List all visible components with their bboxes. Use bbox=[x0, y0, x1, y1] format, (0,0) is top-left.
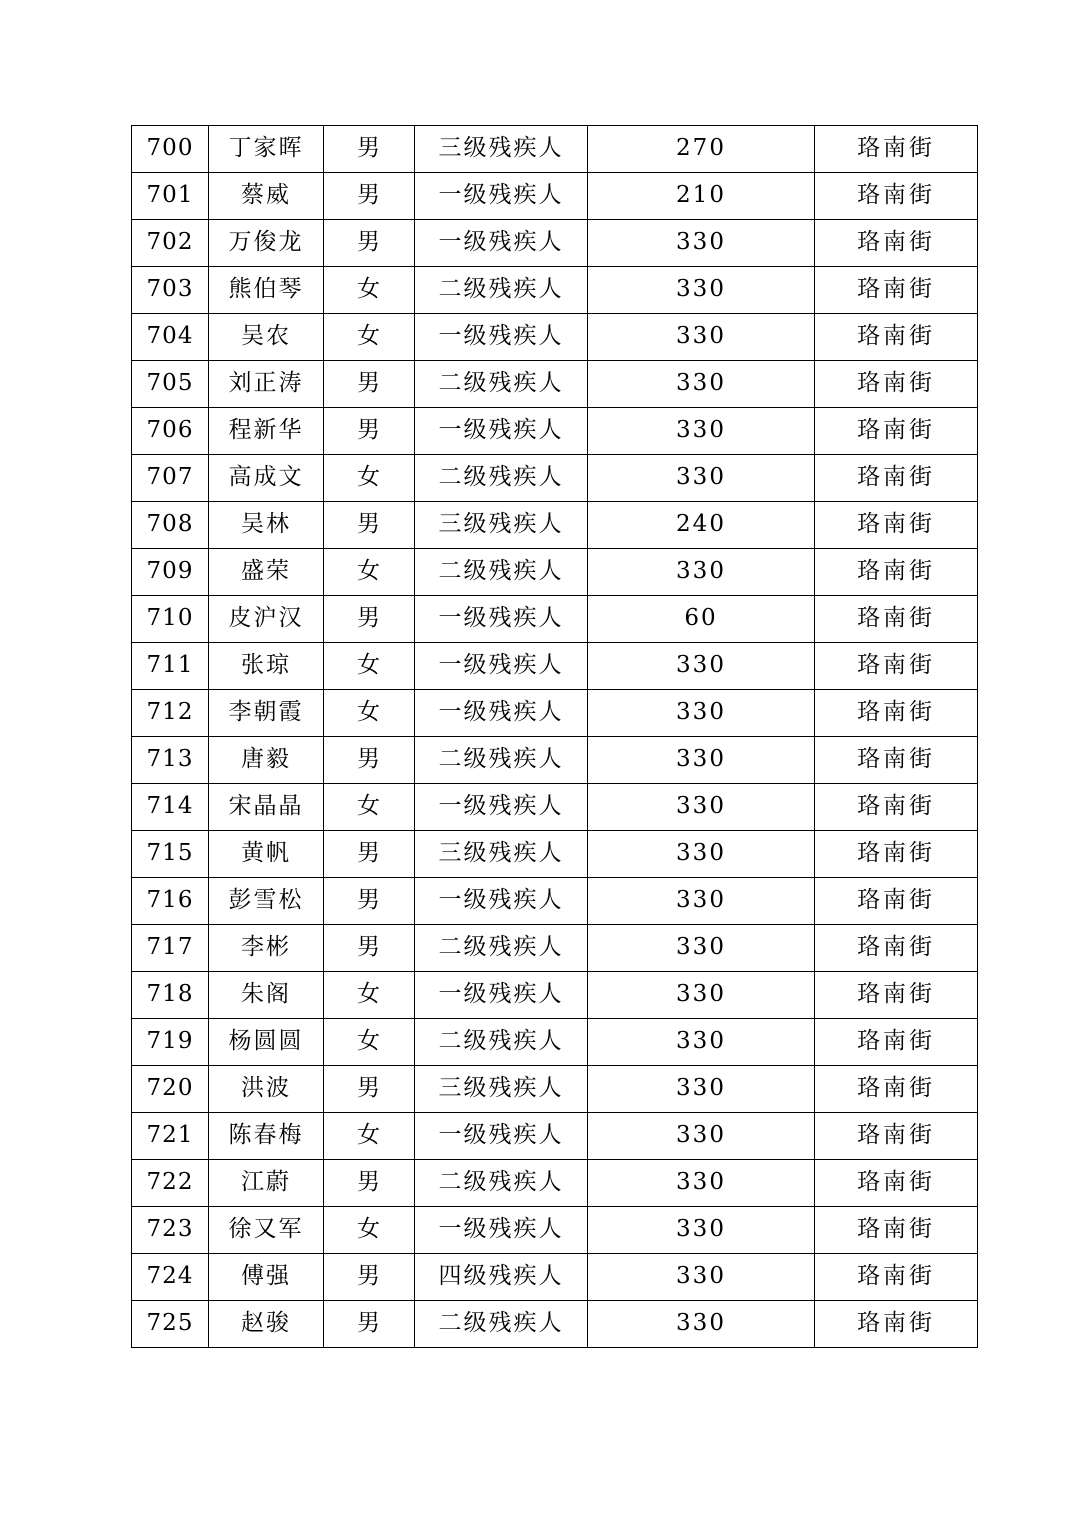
cell-name: 彭雪松 bbox=[209, 878, 324, 925]
cell-level: 一级残疾人 bbox=[415, 784, 588, 831]
cell-gender: 男 bbox=[324, 878, 415, 925]
cell-level: 一级残疾人 bbox=[415, 220, 588, 267]
table-row bbox=[132, 173, 978, 220]
cell-gender: 女 bbox=[324, 1207, 415, 1254]
cell-name: 江蔚 bbox=[209, 1160, 324, 1207]
cell-name: 洪波 bbox=[209, 1066, 324, 1113]
cell-street: 珞南街 bbox=[815, 1160, 978, 1207]
cell-amount: 330 bbox=[588, 972, 815, 1019]
table-row bbox=[132, 502, 978, 549]
cell-amount: 330 bbox=[588, 1301, 815, 1348]
table-row bbox=[132, 878, 978, 925]
cell-gender: 男 bbox=[324, 596, 415, 643]
cell-gender: 女 bbox=[324, 455, 415, 502]
cell-id: 706 bbox=[132, 408, 209, 455]
cell-name: 徐又军 bbox=[209, 1207, 324, 1254]
cell-gender: 男 bbox=[324, 925, 415, 972]
cell-id: 715 bbox=[132, 831, 209, 878]
cell-gender: 男 bbox=[324, 737, 415, 784]
cell-name: 黄帆 bbox=[209, 831, 324, 878]
cell-street: 珞南街 bbox=[815, 925, 978, 972]
table-row bbox=[132, 972, 978, 1019]
cell-street: 珞南街 bbox=[815, 549, 978, 596]
table-row bbox=[132, 361, 978, 408]
cell-level: 三级残疾人 bbox=[415, 1066, 588, 1113]
cell-level: 三级残疾人 bbox=[415, 502, 588, 549]
cell-gender: 女 bbox=[324, 314, 415, 361]
table-row bbox=[132, 455, 978, 502]
cell-name: 唐毅 bbox=[209, 737, 324, 784]
table-row bbox=[132, 925, 978, 972]
cell-name: 杨圆圆 bbox=[209, 1019, 324, 1066]
cell-level: 二级残疾人 bbox=[415, 361, 588, 408]
roster-table-body bbox=[132, 126, 978, 1348]
cell-amount: 330 bbox=[588, 878, 815, 925]
cell-level: 三级残疾人 bbox=[415, 126, 588, 173]
cell-id: 716 bbox=[132, 878, 209, 925]
cell-id: 702 bbox=[132, 220, 209, 267]
cell-amount: 330 bbox=[588, 408, 815, 455]
cell-name: 熊伯琴 bbox=[209, 267, 324, 314]
cell-id: 713 bbox=[132, 737, 209, 784]
cell-gender: 女 bbox=[324, 267, 415, 314]
cell-id: 719 bbox=[132, 1019, 209, 1066]
table-row bbox=[132, 1160, 978, 1207]
cell-gender: 男 bbox=[324, 126, 415, 173]
table-row bbox=[132, 737, 978, 784]
cell-gender: 男 bbox=[324, 1301, 415, 1348]
cell-amount: 60 bbox=[588, 596, 815, 643]
cell-gender: 男 bbox=[324, 408, 415, 455]
cell-id: 710 bbox=[132, 596, 209, 643]
table-row bbox=[132, 1113, 978, 1160]
cell-level: 一级残疾人 bbox=[415, 1113, 588, 1160]
cell-id: 718 bbox=[132, 972, 209, 1019]
cell-name: 朱阁 bbox=[209, 972, 324, 1019]
cell-id: 707 bbox=[132, 455, 209, 502]
cell-name: 吴林 bbox=[209, 502, 324, 549]
cell-name: 盛荣 bbox=[209, 549, 324, 596]
cell-street: 珞南街 bbox=[815, 596, 978, 643]
cell-street: 珞南街 bbox=[815, 831, 978, 878]
cell-name: 丁家晖 bbox=[209, 126, 324, 173]
cell-level: 一级残疾人 bbox=[415, 972, 588, 1019]
cell-id: 708 bbox=[132, 502, 209, 549]
cell-gender: 女 bbox=[324, 784, 415, 831]
cell-name: 李朝霞 bbox=[209, 690, 324, 737]
cell-id: 714 bbox=[132, 784, 209, 831]
cell-name: 皮沪汉 bbox=[209, 596, 324, 643]
table-row bbox=[132, 1301, 978, 1348]
cell-amount: 330 bbox=[588, 1113, 815, 1160]
cell-amount: 330 bbox=[588, 1066, 815, 1113]
cell-street: 珞南街 bbox=[815, 173, 978, 220]
cell-street: 珞南街 bbox=[815, 361, 978, 408]
cell-name: 李彬 bbox=[209, 925, 324, 972]
cell-name: 张琼 bbox=[209, 643, 324, 690]
cell-amount: 330 bbox=[588, 784, 815, 831]
cell-amount: 330 bbox=[588, 220, 815, 267]
cell-street: 珞南街 bbox=[815, 1301, 978, 1348]
table-row bbox=[132, 784, 978, 831]
table-row bbox=[132, 596, 978, 643]
cell-gender: 男 bbox=[324, 1066, 415, 1113]
cell-amount: 330 bbox=[588, 1207, 815, 1254]
cell-street: 珞南街 bbox=[815, 1113, 978, 1160]
cell-id: 705 bbox=[132, 361, 209, 408]
cell-amount: 330 bbox=[588, 455, 815, 502]
cell-street: 珞南街 bbox=[815, 972, 978, 1019]
cell-amount: 330 bbox=[588, 314, 815, 361]
cell-id: 724 bbox=[132, 1254, 209, 1301]
cell-name: 蔡威 bbox=[209, 173, 324, 220]
cell-level: 一级残疾人 bbox=[415, 596, 588, 643]
cell-level: 一级残疾人 bbox=[415, 690, 588, 737]
cell-gender: 女 bbox=[324, 972, 415, 1019]
table-row bbox=[132, 643, 978, 690]
cell-name: 宋晶晶 bbox=[209, 784, 324, 831]
cell-level: 一级残疾人 bbox=[415, 408, 588, 455]
cell-gender: 男 bbox=[324, 220, 415, 267]
cell-gender: 女 bbox=[324, 1019, 415, 1066]
table-row bbox=[132, 1254, 978, 1301]
cell-id: 704 bbox=[132, 314, 209, 361]
cell-level: 四级残疾人 bbox=[415, 1254, 588, 1301]
table-row bbox=[132, 267, 978, 314]
cell-name: 赵骏 bbox=[209, 1301, 324, 1348]
cell-street: 珞南街 bbox=[815, 1066, 978, 1113]
cell-level: 一级残疾人 bbox=[415, 643, 588, 690]
cell-amount: 210 bbox=[588, 173, 815, 220]
cell-level: 二级残疾人 bbox=[415, 1301, 588, 1348]
cell-gender: 女 bbox=[324, 549, 415, 596]
cell-gender: 男 bbox=[324, 361, 415, 408]
cell-street: 珞南街 bbox=[815, 220, 978, 267]
cell-level: 二级残疾人 bbox=[415, 267, 588, 314]
cell-street: 珞南街 bbox=[815, 1207, 978, 1254]
cell-street: 珞南街 bbox=[815, 737, 978, 784]
cell-id: 701 bbox=[132, 173, 209, 220]
cell-id: 709 bbox=[132, 549, 209, 596]
table-row bbox=[132, 1019, 978, 1066]
cell-street: 珞南街 bbox=[815, 784, 978, 831]
table-row bbox=[132, 831, 978, 878]
cell-name: 高成文 bbox=[209, 455, 324, 502]
cell-gender: 女 bbox=[324, 1113, 415, 1160]
table-row bbox=[132, 1066, 978, 1113]
cell-gender: 女 bbox=[324, 643, 415, 690]
roster-table bbox=[131, 125, 978, 1348]
cell-level: 二级残疾人 bbox=[415, 455, 588, 502]
cell-amount: 330 bbox=[588, 1019, 815, 1066]
table-row bbox=[132, 549, 978, 596]
cell-id: 722 bbox=[132, 1160, 209, 1207]
cell-name: 刘正涛 bbox=[209, 361, 324, 408]
cell-name: 万俊龙 bbox=[209, 220, 324, 267]
cell-street: 珞南街 bbox=[815, 690, 978, 737]
cell-gender: 男 bbox=[324, 1254, 415, 1301]
cell-amount: 330 bbox=[588, 549, 815, 596]
cell-street: 珞南街 bbox=[815, 502, 978, 549]
cell-amount: 330 bbox=[588, 267, 815, 314]
cell-level: 二级残疾人 bbox=[415, 737, 588, 784]
cell-level: 二级残疾人 bbox=[415, 1019, 588, 1066]
cell-name: 陈春梅 bbox=[209, 1113, 324, 1160]
table-row bbox=[132, 126, 978, 173]
cell-name: 傅强 bbox=[209, 1254, 324, 1301]
cell-id: 712 bbox=[132, 690, 209, 737]
cell-level: 三级残疾人 bbox=[415, 831, 588, 878]
cell-street: 珞南街 bbox=[815, 126, 978, 173]
cell-id: 700 bbox=[132, 126, 209, 173]
cell-id: 721 bbox=[132, 1113, 209, 1160]
cell-name: 吴农 bbox=[209, 314, 324, 361]
cell-amount: 330 bbox=[588, 690, 815, 737]
cell-amount: 330 bbox=[588, 925, 815, 972]
cell-amount: 330 bbox=[588, 361, 815, 408]
cell-id: 720 bbox=[132, 1066, 209, 1113]
cell-street: 珞南街 bbox=[815, 455, 978, 502]
cell-id: 723 bbox=[132, 1207, 209, 1254]
cell-street: 珞南街 bbox=[815, 267, 978, 314]
cell-amount: 330 bbox=[588, 1254, 815, 1301]
table-row bbox=[132, 690, 978, 737]
cell-street: 珞南街 bbox=[815, 878, 978, 925]
cell-level: 一级残疾人 bbox=[415, 314, 588, 361]
cell-id: 717 bbox=[132, 925, 209, 972]
table-row bbox=[132, 220, 978, 267]
cell-level: 一级残疾人 bbox=[415, 173, 588, 220]
roster-table-container bbox=[131, 125, 947, 1348]
cell-gender: 女 bbox=[324, 690, 415, 737]
cell-gender: 男 bbox=[324, 502, 415, 549]
cell-gender: 男 bbox=[324, 1160, 415, 1207]
cell-id: 711 bbox=[132, 643, 209, 690]
cell-street: 珞南街 bbox=[815, 1254, 978, 1301]
cell-level: 二级残疾人 bbox=[415, 1160, 588, 1207]
cell-amount: 330 bbox=[588, 643, 815, 690]
cell-street: 珞南街 bbox=[815, 408, 978, 455]
cell-name: 程新华 bbox=[209, 408, 324, 455]
cell-gender: 男 bbox=[324, 831, 415, 878]
cell-amount: 270 bbox=[588, 126, 815, 173]
cell-amount: 240 bbox=[588, 502, 815, 549]
cell-amount: 330 bbox=[588, 1160, 815, 1207]
cell-level: 一级残疾人 bbox=[415, 878, 588, 925]
cell-street: 珞南街 bbox=[815, 643, 978, 690]
table-row bbox=[132, 408, 978, 455]
table-row bbox=[132, 314, 978, 361]
cell-id: 725 bbox=[132, 1301, 209, 1348]
cell-id: 703 bbox=[132, 267, 209, 314]
cell-level: 二级残疾人 bbox=[415, 925, 588, 972]
table-row bbox=[132, 1207, 978, 1254]
cell-level: 二级残疾人 bbox=[415, 549, 588, 596]
cell-street: 珞南街 bbox=[815, 1019, 978, 1066]
cell-amount: 330 bbox=[588, 737, 815, 784]
cell-gender: 男 bbox=[324, 173, 415, 220]
cell-level: 一级残疾人 bbox=[415, 1207, 588, 1254]
cell-amount: 330 bbox=[588, 831, 815, 878]
cell-street: 珞南街 bbox=[815, 314, 978, 361]
